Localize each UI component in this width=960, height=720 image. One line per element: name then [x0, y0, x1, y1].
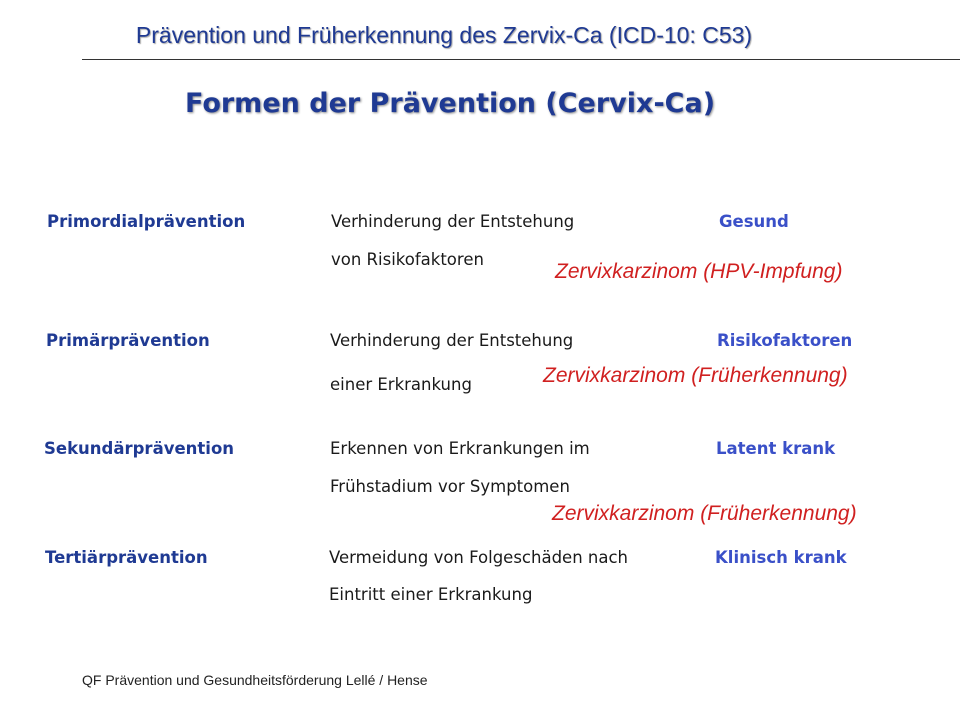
row-desc-primaer-line1: Verhinderung der Entstehung — [330, 331, 574, 350]
row-desc-sekundaer-line1: Erkennen von Erkrankungen im — [330, 439, 590, 458]
header-title: Prävention und Früherkennung des Zervix-Ca (ICD-10: C53) — [135, 22, 753, 48]
row-note-sekundaer: Zervixkarzinom (Früherkennung) — [552, 502, 857, 525]
row-desc-primordial-line1: Verhinderung der Entstehung — [331, 212, 575, 231]
row-desc-tertiaer-line1: Vermeidung von Folgeschäden nach — [329, 548, 628, 567]
row-desc-tertiaer-line2: Eintritt einer Erkrankung — [329, 585, 533, 604]
footer-text: QF Prävention und Gesundheitsförderung Lellé / Hense — [82, 672, 428, 688]
row-desc-primaer-line2: einer Erkrankung — [330, 375, 472, 394]
row-label-tertiaer: Tertiärprävention — [45, 548, 208, 567]
row-desc-sekundaer-line2: Frühstadium vor Symptomen — [330, 477, 570, 496]
row-state-sekundaer: Latent krank — [716, 439, 836, 458]
row-desc-primordial-line2: von Risikofaktoren — [331, 250, 484, 269]
row-note-primordial: Zervixkarzinom (HPV-Impfung) — [555, 260, 843, 283]
row-state-primaer: Risikofaktoren — [717, 331, 853, 350]
row-state-tertiaer: Klinisch krank — [715, 548, 847, 567]
row-label-primordial: Primordialprävention — [47, 212, 246, 231]
row-state-primordial: Gesund — [719, 212, 789, 231]
row-note-primaer: Zervixkarzinom (Früherkennung) — [543, 364, 848, 387]
row-label-sekundaer: Sekundärprävention — [44, 439, 235, 458]
row-label-primaer: Primärprävention — [46, 331, 210, 350]
header-divider — [82, 59, 960, 60]
slide-title: Formen der Prävention (Cervix-Ca) — [184, 88, 716, 119]
